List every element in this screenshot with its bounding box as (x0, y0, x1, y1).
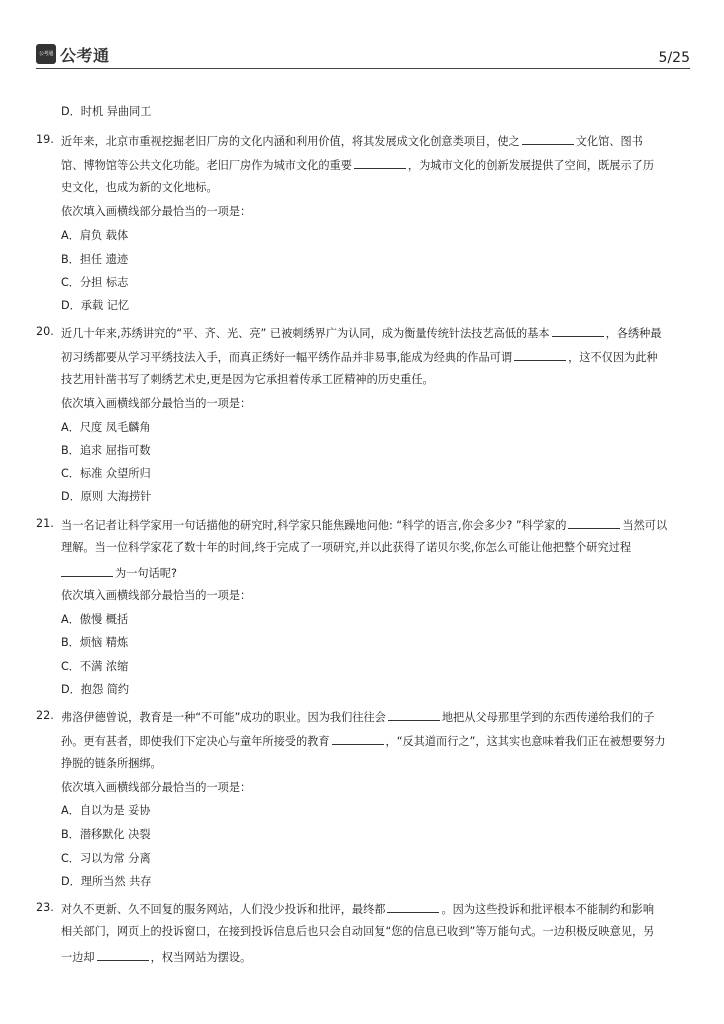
question-20-line-1: 近几十年来,苏绣讲究的“平、齐、光、亮” 已被刺绣界广为认同，成为衡量传统针法技艺高低的基本 ，各绣种最 (61, 324, 662, 342)
question-23-line-3: 一边却 ，权当网站为摆设。 (61, 948, 251, 966)
question-22-option-d: D．理所当然 共存 (61, 875, 152, 888)
answer-blank (522, 132, 574, 145)
answer-blank (332, 732, 384, 745)
question-19-option-a: A．肩负 载体 (61, 229, 129, 242)
question-20-option-d: D．原则 大海捞针 (61, 490, 152, 503)
question-20-line-2: 初习绣都要从学习平绣技法入手，而真正绣好一幅平绣作品并非易事,能成为经典的作品可谓 ，这不仅因为此种 (61, 348, 658, 366)
answer-blank (388, 708, 440, 721)
answer-blank (387, 900, 439, 913)
question-21-line-3: 为一句话呢? (61, 564, 177, 582)
brand-logo-icon: 公考通 (36, 44, 56, 64)
question-21-option-b: B．烦恼 精炼 (61, 636, 129, 649)
question-22-option-c: C．习以为常 分离 (61, 852, 151, 865)
question-22-option-a: A．自以为是 妥协 (61, 804, 151, 817)
question-20-option-b: B．追求 屈指可数 (61, 444, 151, 457)
question-23-number: 23. (36, 901, 54, 914)
question-20-number: 20. (36, 325, 54, 338)
answer-blank (61, 564, 113, 577)
question-21-option-a: A．傲慢 概括 (61, 613, 129, 626)
question-21-line-2: 理解。当一位科学家花了数十年的时间,终于完成了一项研究,并以此获得了诺贝尔奖,你怎么可能让他把整个研究过程 (61, 541, 632, 554)
question-20-option-c: C．标准 众望所归 (61, 467, 151, 480)
question-20-option-a: A．尺度 凤毛麟角 (61, 421, 151, 434)
question-22-line-3: 挣脱的链条所捆绑。 (61, 757, 162, 770)
question-23-line-1: 对久不更新、久不回复的服务网站，人们没少投诉和批评，最终都 。因为这些投诉和批评根本不能制约和影响 (61, 900, 654, 918)
question-21-option-d: D．抱怨 简约 (61, 683, 130, 696)
answer-blank (552, 324, 604, 337)
question-22-line-1: 弗洛伊德曾说，教育是一种“不可能”成功的职业。因为我们往往会 地把从父母那里学到的东西传递给我们的子 (61, 708, 654, 726)
answer-blank (354, 156, 406, 169)
question-19-line-1: 近年来，北京市重视挖掘老旧厂房的文化内涵和利用价值，将其发展成文化创意类项目，使之 文化馆、图书 (61, 132, 643, 150)
page-header (36, 40, 690, 69)
brand-name: 公考通 (60, 46, 110, 65)
question-22-number: 22. (36, 709, 54, 722)
question-23-line-2: 相关部门，网页上的投诉窗口，在接到投诉信息后也只会自动回复“您的信息已收到”等万能句式。一边积极反映意见，另 (61, 925, 655, 938)
question-19-line-2: 馆、博物馆等公共文化功能。老旧厂房作为城市文化的重要 ，为城市文化的创新发展提供了空间，既展示了历 (61, 156, 654, 174)
question-19-option-c: C．分担 标志 (61, 276, 129, 289)
question-19-number: 19. (36, 133, 54, 146)
question-21-option-c: C．不满 浓缩 (61, 660, 129, 673)
question-19-prompt: 依次填入画横线部分最恰当的一项是： (61, 205, 252, 218)
question-19-option-b: B．担任 遗迹 (61, 253, 129, 266)
question-21-line-1: 当一名记者让科学家用一句话描他的研究时,科学家只能焦躁地问他: “科学的语言,你会多少? ”科学家的 当然可以 (61, 516, 667, 534)
question-22-prompt: 依次填入画横线部分最恰当的一项是： (61, 781, 252, 794)
question-22-line-2: 孙。更有甚者，即使我们下定决心与童年所接受的教育 ，“反其道而行之”，这其实也意味着我们正在被想要努力 (61, 732, 666, 750)
page-number: 5/25 (658, 50, 690, 66)
question-21-prompt: 依次填入画横线部分最恰当的一项是： (61, 589, 252, 602)
previous-option-d: D．时机 异曲同工 (61, 105, 152, 118)
question-19-option-d: D．承载 记忆 (61, 299, 130, 312)
question-20-line-3: 技艺用针凿书写了刺绣艺术史,更是因为它承担着传承工匠精神的历史重任。 (61, 373, 434, 386)
answer-blank (514, 348, 566, 361)
question-20-prompt: 依次填入画横线部分最恰当的一项是： (61, 397, 252, 410)
question-19-line-3: 史文化，也成为新的文化地标。 (61, 181, 218, 194)
answer-blank (568, 516, 620, 529)
answer-blank (97, 948, 149, 961)
question-21-number: 21. (36, 517, 54, 530)
question-22-option-b: B．潜移默化 决裂 (61, 828, 151, 841)
